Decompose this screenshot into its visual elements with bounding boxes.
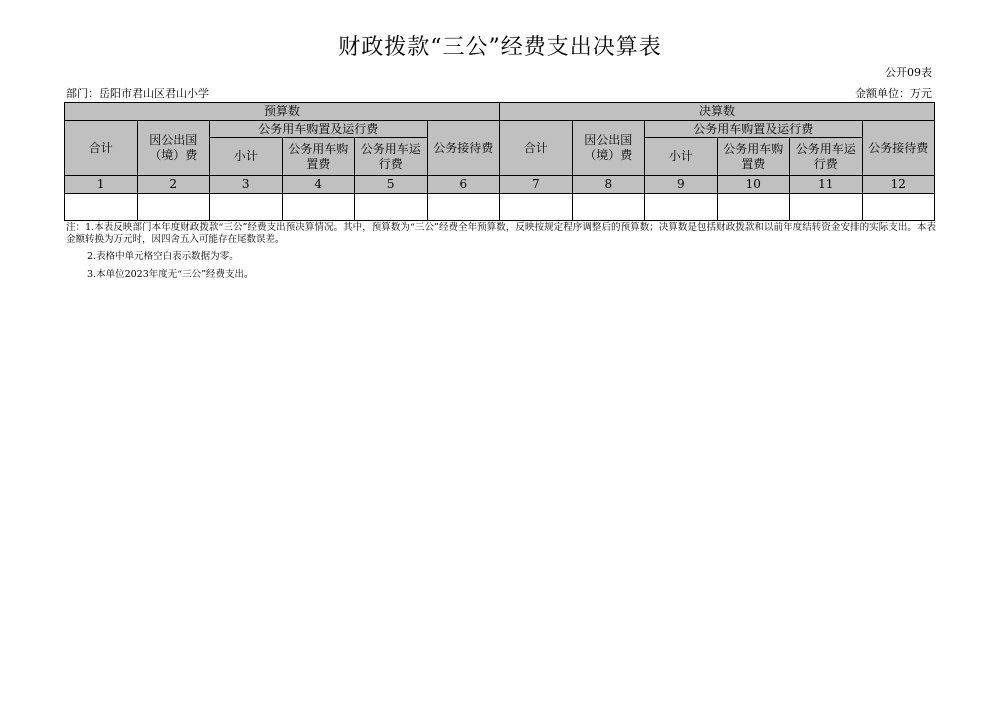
budget-subtotal-header: 小计 bbox=[210, 138, 283, 176]
data-cell bbox=[65, 194, 138, 221]
final-subtotal-header: 小计 bbox=[645, 138, 718, 176]
notes-section bbox=[66, 222, 936, 281]
final-reception-header: 公务接待费 bbox=[862, 121, 935, 176]
note-1: 注：1.本表反映部门本年度财政拨款“三公”经费支出预决算情况。其中，预算数为“三公”经费全年预算数，反映按规定程序调整后的预算数；决算数是包括财政拨款和以前年度结转资金安排的实际支出。本表金额转换为万元时，因四舍五入可能存在尾数误差。 bbox=[66, 222, 936, 245]
budget-abroad-header: 因公出国（境）费 bbox=[137, 121, 210, 176]
data-cell bbox=[862, 194, 935, 221]
final-header: 决算数 bbox=[500, 103, 935, 121]
column-number: 8 bbox=[572, 176, 645, 194]
column-number: 11 bbox=[790, 176, 863, 194]
column-number: 3 bbox=[210, 176, 283, 194]
department-label: 部门：岳阳市君山区君山小学 bbox=[66, 87, 209, 100]
budget-vehicle-operation-header: 公务用车运行费 bbox=[355, 138, 428, 176]
column-number: 5 bbox=[355, 176, 428, 194]
data-cell bbox=[210, 194, 283, 221]
data-cell bbox=[790, 194, 863, 221]
data-cell bbox=[355, 194, 428, 221]
data-cell bbox=[500, 194, 573, 221]
note-2: 2.表格中单元格空白表示数据为零。 bbox=[87, 251, 239, 262]
budget-vehicle-group-header: 公务用车购置及运行费 bbox=[210, 121, 428, 138]
data-cell bbox=[572, 194, 645, 221]
final-vehicle-operation-header: 公务用车运行费 bbox=[790, 138, 863, 176]
column-number: 2 bbox=[137, 176, 210, 194]
table-row bbox=[65, 194, 935, 221]
data-cell bbox=[137, 194, 210, 221]
final-total-header: 合计 bbox=[500, 121, 573, 176]
budget-header: 预算数 bbox=[65, 103, 500, 121]
budget-total-header: 合计 bbox=[65, 121, 138, 176]
data-cell bbox=[717, 194, 790, 221]
page-title: 财政拨款“三公”经费支出决算表 bbox=[338, 35, 662, 60]
budget-reception-header: 公务接待费 bbox=[427, 121, 500, 176]
data-cell bbox=[645, 194, 718, 221]
budget-vehicle-purchase-header: 公务用车购置费 bbox=[282, 138, 355, 176]
data-cell bbox=[427, 194, 500, 221]
column-number: 9 bbox=[645, 176, 718, 194]
data-cell bbox=[282, 194, 355, 221]
final-vehicle-purchase-header: 公务用车购置费 bbox=[717, 138, 790, 176]
column-number: 7 bbox=[500, 176, 573, 194]
column-number: 4 bbox=[282, 176, 355, 194]
table-number: 公开09表 bbox=[885, 66, 932, 79]
column-number: 6 bbox=[427, 176, 500, 194]
final-vehicle-group-header: 公务用车购置及运行费 bbox=[645, 121, 863, 138]
expenditure-table bbox=[64, 102, 935, 221]
note-3: 3.本单位2023年度无“三公”经费支出。 bbox=[87, 269, 254, 280]
amount-unit-label: 金额单位：万元 bbox=[855, 87, 932, 100]
column-number: 1 bbox=[65, 176, 138, 194]
column-number: 10 bbox=[717, 176, 790, 194]
final-abroad-header: 因公出国（境）费 bbox=[572, 121, 645, 176]
column-number: 12 bbox=[862, 176, 935, 194]
